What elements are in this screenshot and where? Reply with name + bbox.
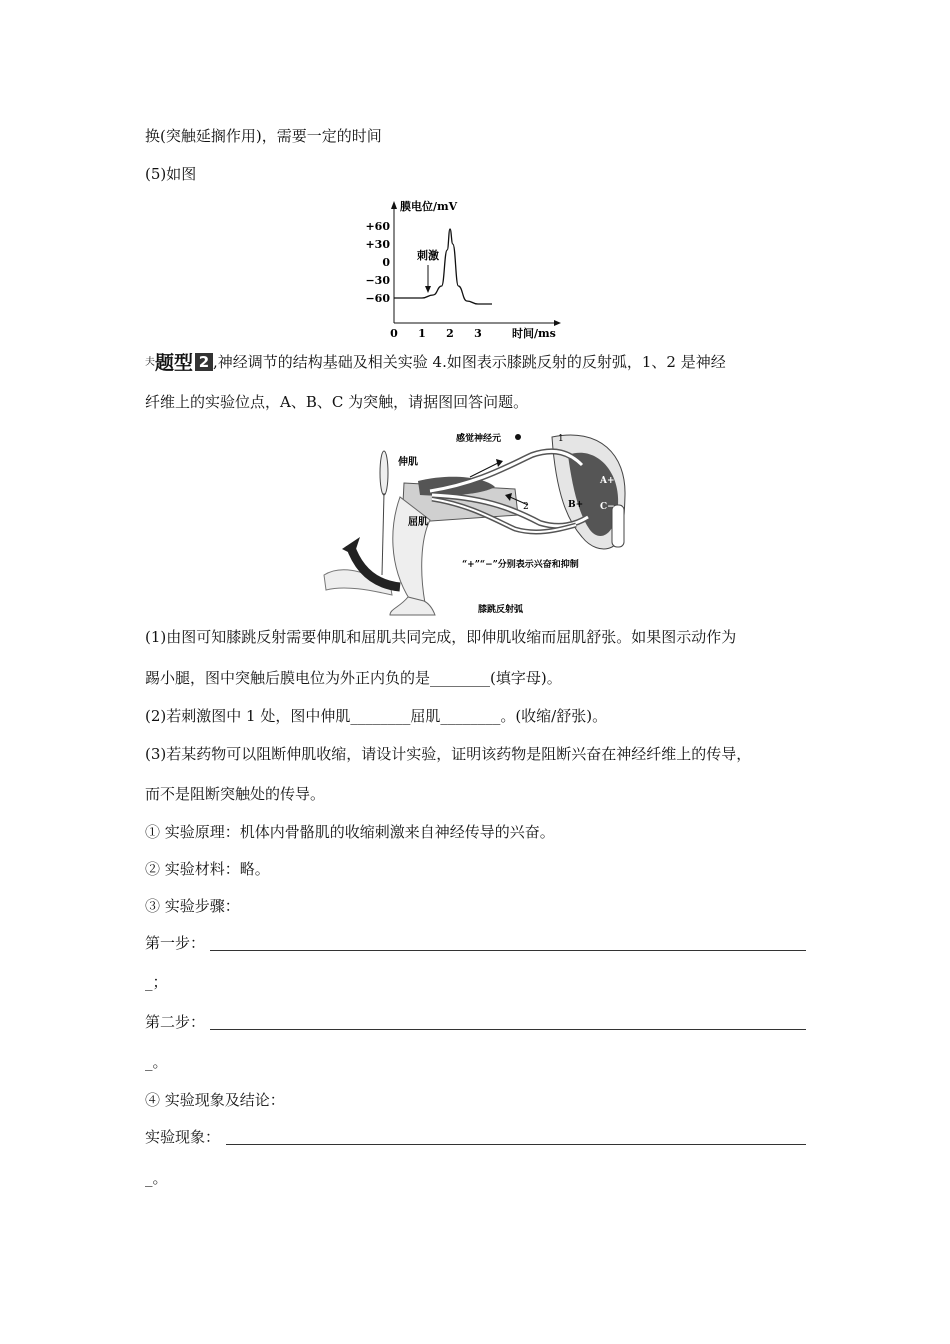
- text-line-1: 换(突触延搁作用)，需要一定的时间: [145, 127, 382, 145]
- x-tick-label: 0: [390, 327, 398, 340]
- figure-caption: 膝跳反射弧: [478, 605, 524, 615]
- extensor-label: 伸肌: [398, 457, 418, 468]
- step-1-label: 第一步：: [145, 934, 206, 952]
- observation-label: 实验现象：: [145, 1128, 221, 1146]
- stimulus-arrowhead: [425, 286, 431, 293]
- potential-curve: [422, 229, 492, 304]
- results-item: ④ 实验现象及结论：: [145, 1091, 285, 1109]
- point-2-label: 2: [523, 502, 529, 512]
- step-2-blank: [210, 1029, 806, 1030]
- observation-blank: [226, 1144, 806, 1145]
- y-axis-label: 膜电位/mV: [400, 200, 458, 213]
- question-1b: 踢小腿，图中突触后膜电位为外正内负的是________(填字母)。: [145, 669, 562, 687]
- question-type-label: 题型: [155, 352, 194, 374]
- question-3b: 而不是阻断突触处的传导。: [145, 785, 326, 803]
- header-mark: 夫: [145, 357, 155, 368]
- sensory-neuron-label: 感觉神经元: [456, 434, 502, 444]
- materials-item: ② 实验材料：略。: [145, 860, 270, 878]
- text-line-3: ,神经调节的结构基础及相关实验 4.如图表示膝跳反射的反射弧，1、2 是神经: [213, 353, 726, 371]
- legend-note: “+”“−”分别表示兴奋和抑制: [462, 560, 579, 570]
- steps-item: ③ 实验步骤：: [145, 897, 240, 915]
- x-axis-label: 时间/ms: [512, 327, 556, 340]
- membrane-potential-chart: [362, 197, 562, 345]
- question-1a: (1)由图可知膝跳反射需要伸肌和屈肌共同完成，即伸肌收缩而屈肌舒张。如果图示动作为: [145, 628, 737, 646]
- chart-axes: [391, 201, 561, 326]
- sensory-neuron-body: [515, 434, 521, 440]
- question-2: (2)若刺激图中 1 处，图中伸肌________屈肌________。(收缩/舒张)。: [145, 707, 608, 725]
- reflex-hammer-head: [380, 451, 388, 495]
- text-line-2: (5)如图: [145, 165, 197, 183]
- point-1-label: 1: [558, 434, 564, 444]
- step-2-end: _。: [145, 1053, 168, 1071]
- synapse-a-label: A+: [600, 476, 615, 486]
- y-tick-label: +60: [365, 220, 390, 233]
- foot: [390, 597, 435, 615]
- x-tick-label: 3: [474, 327, 482, 340]
- principle-item: ① 实验原理：机体内骨骼肌的收缩刺激来自神经传导的兴奋。: [145, 823, 555, 841]
- question-3a: (3)若某药物可以阻断伸肌收缩，请设计实验，证明该药物是阻断兴奋在神经纤维上的传导，: [145, 745, 752, 763]
- y-tick-label: 0: [382, 256, 390, 269]
- y-tick-label: −30: [365, 274, 390, 287]
- text-line-4: 纤维上的实验位点，A、B、C 为突触，请据图回答问题。: [145, 393, 529, 411]
- step-1-end: _；: [145, 973, 168, 991]
- y-axis-arrow: [391, 201, 397, 209]
- synapse-c-label: C−: [600, 502, 615, 512]
- flexor-label: 屈肌: [408, 517, 428, 528]
- y-tick-label: +30: [365, 238, 390, 251]
- step-1-blank: [210, 950, 806, 951]
- step-2-label: 第二步：: [145, 1013, 206, 1031]
- signal-arrowhead-in: [496, 459, 503, 467]
- y-tick-label: −60: [365, 292, 390, 305]
- x-tick-label: 1: [418, 327, 426, 340]
- observation-end: _。: [145, 1169, 168, 1187]
- question-header: [145, 352, 726, 373]
- synapse-b-label: B+: [568, 500, 584, 510]
- question-type-number: 2: [195, 353, 213, 371]
- reflex-hammer-handle: [382, 493, 384, 575]
- x-axis-arrow: [554, 320, 561, 326]
- x-ticks: [390, 327, 482, 340]
- stimulus-annotation: 刺激: [417, 249, 439, 262]
- knee-reflex-arc-figure: [320, 425, 636, 620]
- x-tick-label: 2: [446, 327, 454, 340]
